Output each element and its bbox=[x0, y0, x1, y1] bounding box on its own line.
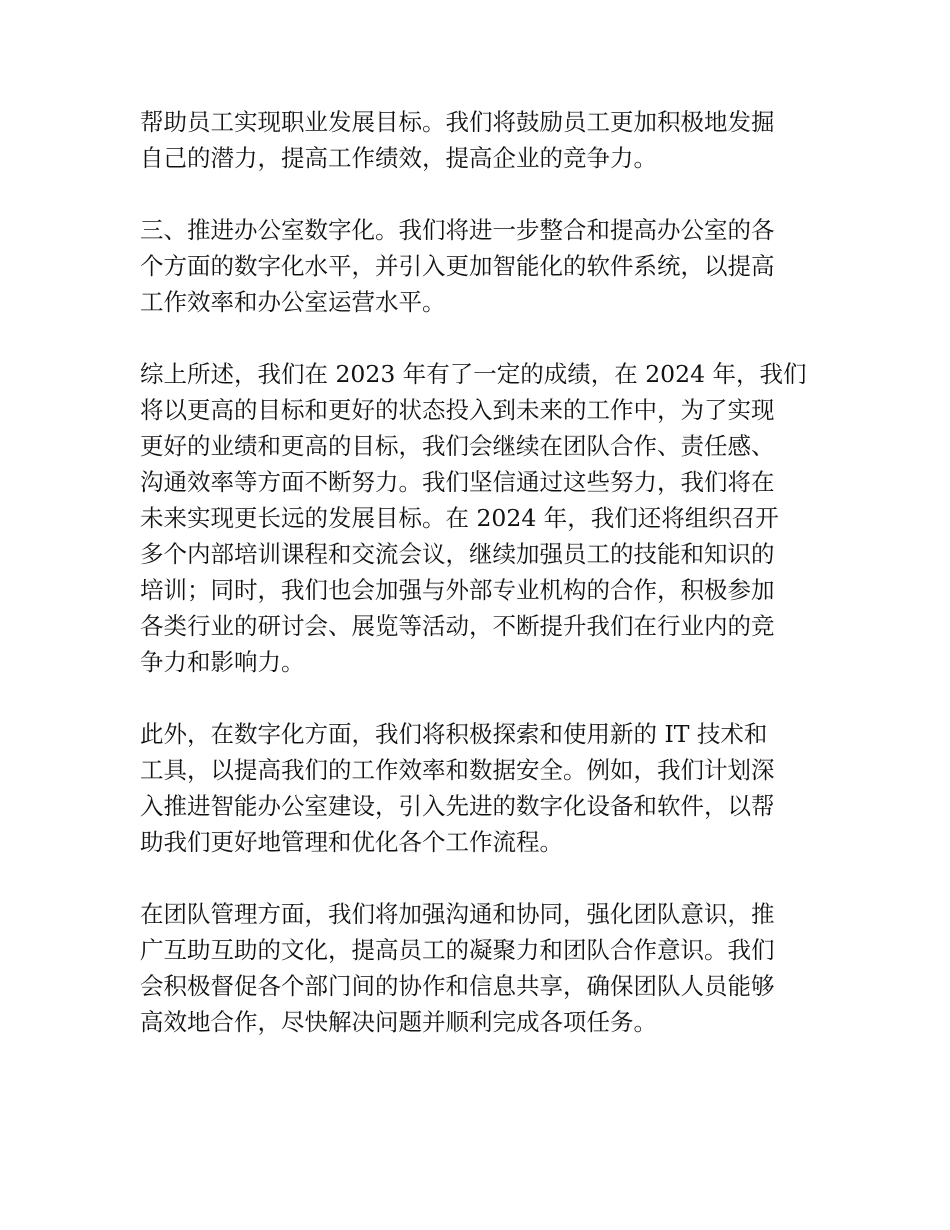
text-line: 综上所述，我们在 2023 年有了一定的成绩，在 2024 年，我们 bbox=[140, 360, 807, 388]
paragraph bbox=[140, 716, 820, 860]
paragraph bbox=[140, 104, 820, 176]
text-line: 未来实现更长远的发展目标。在 2024 年，我们还将组织召开 bbox=[140, 504, 779, 532]
text-line: 会积极督促各个部门间的协作和信息共享，确保团队人员能够 bbox=[140, 972, 775, 1000]
text-line: 高效地合作，尽快解决问题并顺利完成各项任务。 bbox=[140, 1008, 657, 1036]
paragraph bbox=[140, 356, 820, 680]
text-line: 在团队管理方面，我们将加强沟通和协同，强化团队意识，推 bbox=[140, 900, 775, 928]
text-line: 入推进智能办公室建设，引入先进的数字化设备和软件，以帮 bbox=[140, 792, 775, 820]
text-line: 广互助互助的文化，提高员工的凝聚力和团队合作意识。我们 bbox=[140, 936, 775, 964]
text-line: 培训；同时，我们也会加强与外部专业机构的合作，积极参加 bbox=[140, 576, 775, 604]
text-line: 个方面的数字化水平，并引入更加智能化的软件系统，以提高 bbox=[140, 252, 775, 280]
paragraph bbox=[140, 896, 820, 1040]
text-line: 各类行业的研讨会、展览等活动，不断提升我们在行业内的竞 bbox=[140, 612, 775, 640]
text-line: 帮助员工实现职业发展目标。我们将鼓励员工更加积极地发掘 bbox=[140, 108, 775, 136]
text-line: 此外，在数字化方面，我们将积极探索和使用新的 IT 技术和 bbox=[140, 720, 768, 748]
text-line: 更好的业绩和更高的目标，我们会继续在团队合作、责任感、 bbox=[140, 432, 775, 460]
paragraph bbox=[140, 212, 820, 320]
document-page bbox=[140, 104, 820, 1076]
text-line: 沟通效率等方面不断努力。我们坚信通过这些努力，我们将在 bbox=[140, 468, 775, 496]
text-line: 多个内部培训课程和交流会议，继续加强员工的技能和知识的 bbox=[140, 540, 775, 568]
text-line: 三、推进办公室数字化。我们将进一步整合和提高办公室的各 bbox=[140, 216, 775, 244]
text-line: 将以更高的目标和更好的状态投入到未来的工作中，为了实现 bbox=[140, 396, 775, 424]
text-line: 自己的潜力，提高工作绩效，提高企业的竞争力。 bbox=[140, 144, 657, 172]
text-line: 工具，以提高我们的工作效率和数据安全。例如，我们计划深 bbox=[140, 756, 775, 784]
text-line: 争力和影响力。 bbox=[140, 648, 305, 676]
text-line: 助我们更好地管理和优化各个工作流程。 bbox=[140, 828, 563, 856]
text-line: 工作效率和办公室运营水平。 bbox=[140, 288, 446, 316]
